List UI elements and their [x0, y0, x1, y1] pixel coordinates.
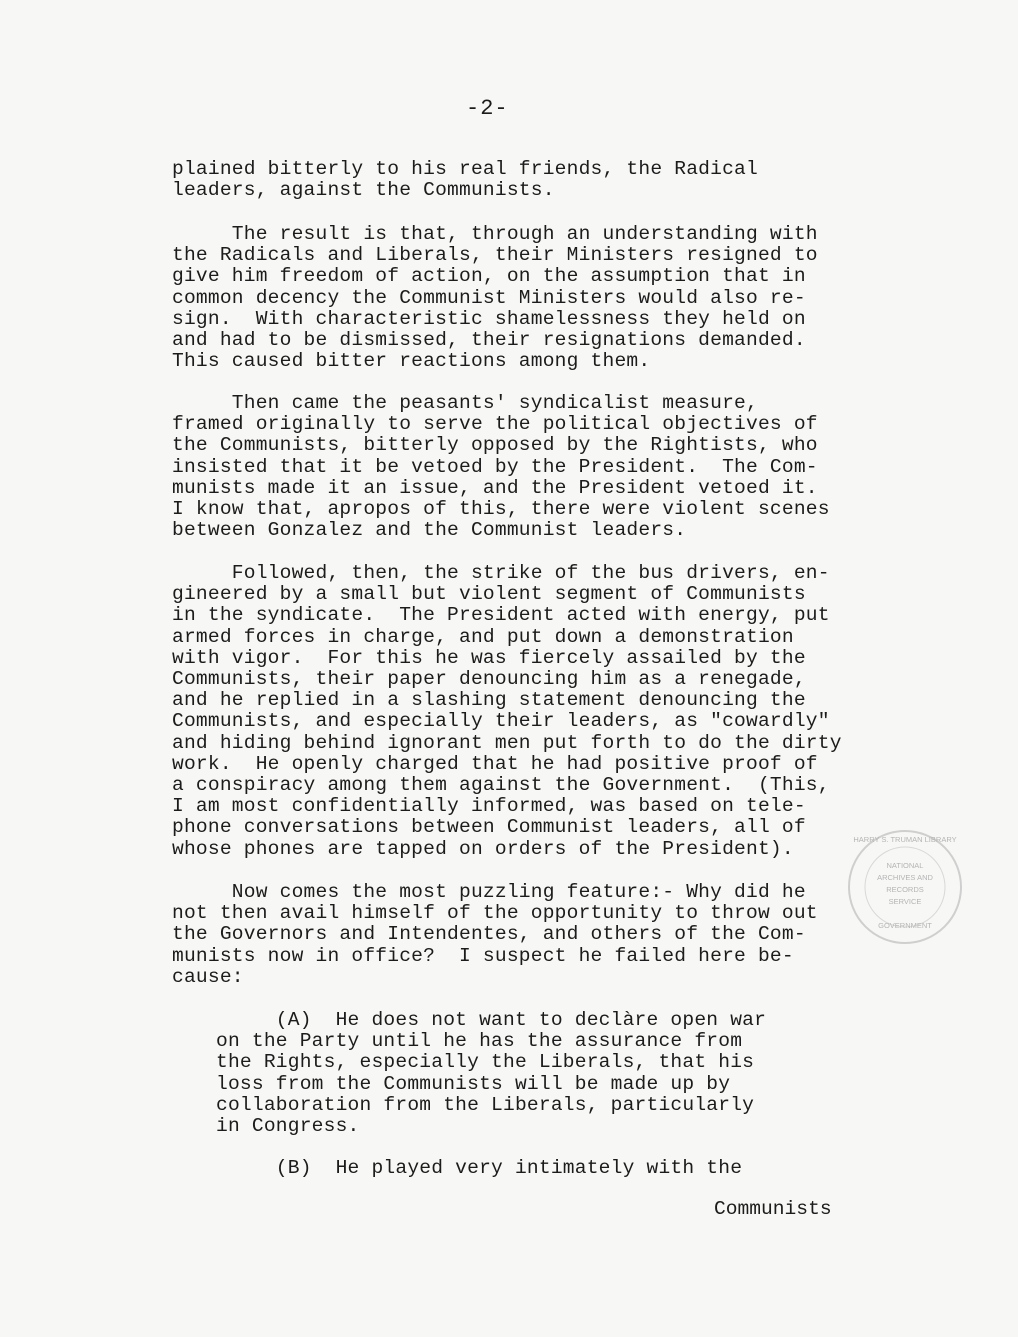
svg-text:HARRY S. TRUMAN LIBRARY: HARRY S. TRUMAN LIBRARY: [853, 835, 957, 844]
svg-text:ARCHIVES AND: ARCHIVES AND: [877, 873, 933, 882]
archive-stamp-seal: [846, 828, 964, 946]
paragraph-1: plained bitterly to his real friends, the Radical leaders, against the Communists.: [172, 158, 758, 202]
paragraph-4: Followed, then, the strike of the bus drivers, en- gineered by a small but violent segment of Communists in the syndicate. The President acted with energy, put armed forces in charge, and put down a demonstration with vigor. For this he was fiercely assailed by the Communists, their paper denouncing him as a renegade, and he replied in a slashing statement denouncing the Communists, and especially their leaders, as "cowardly" and hiding behind ignorant men put forth to do the dirty work. He openly charged that he had positive proof of a conspiracy among them against the Government. (This, I am most confidentially informed, was based on tele- phone conversations between Communist leaders, all of whose phones are tapped on orders of the President).: [172, 562, 842, 860]
svg-text:GOVERNMENT: GOVERNMENT: [878, 921, 932, 930]
svg-text:SERVICE: SERVICE: [888, 897, 922, 906]
paragraph-2: The result is that, through an understanding with the Radicals and Liberals, their Ministers resigned to give him freedom of action, on the assumption that in common decency the Communist Ministers would also re- sign. With characteristic shamelessness they held on and had to be dismissed, their resignations demanded. This caused bitter reactions among them.: [172, 223, 818, 373]
paragraph-3: Then came the peasants' syndicalist measure, framed originally to serve the political objectives of the Communists, bitterly opposed by the Rightists, who insisted that it be vetoed by the President. The Com- munists made it an issue, and the President vetoed it. I know that, apropos of this, there were violent scenes between Gonzalez and the Communist leaders.: [172, 392, 830, 542]
page-number: -2-: [466, 96, 509, 121]
paragraph-5: Now comes the most puzzling feature:- Why did he not then avail himself of the opportunity to throw out the Governors and Intendentes, and others of the Com- munists now in office? I suspect he failed here be- cause:: [172, 881, 818, 988]
paragraph-list-b: (B) He played very intimately with the: [216, 1157, 743, 1179]
paragraph-list-a: (A) He does not want to declàre open war on the Party until he has the assurance from the Rights, especially the Liberals, that his loss from the Communists will be made up by collaboration from the Liberals, particularly in Congress.: [216, 1009, 767, 1138]
catchword: Communists: [714, 1198, 832, 1220]
svg-text:RECORDS: RECORDS: [886, 885, 924, 894]
svg-text:NATIONAL: NATIONAL: [886, 861, 924, 870]
